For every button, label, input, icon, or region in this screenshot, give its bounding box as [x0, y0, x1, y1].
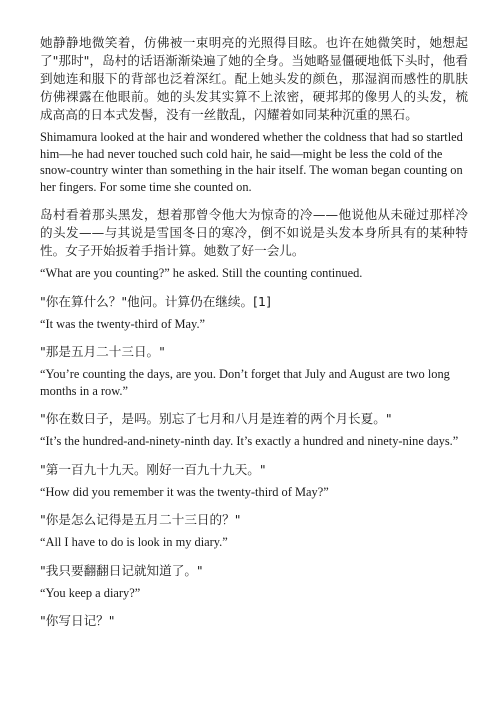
paragraph-en-6: “How did you remember it was the twenty-third of May?” — [40, 484, 329, 499]
paragraph-zh-7: "你是怎么记得是五月二十三日的？" — [40, 512, 241, 527]
paragraph-zh-1: 她静静地微笑着，仿佛被一束明亮的光照得目眩。也许在她微笑时，她想起了"那时"，岛村的话语渐渐染遍了她的全身。当她略显僵硬地低下头时，他看到她连和服下的背部也泛着深红。配上她头发的颜色，那湿润而感性的肌肤仿佛裸露在他眼前。她的头发其实算不上浓密，硬邦邦的像男人的头发，梳成高高的日本式发髻，没有一丝散乱，闪耀着如同某种沉重的黑石。 — [40, 35, 468, 122]
paragraph-zh-5: "你在数日子，是吗。别忘了七月和八月是连着的两个月长夏。" — [40, 411, 392, 426]
paragraph-en-1: Shimamura looked at the hair and wondered whether the coldness that had so startled him—he had never touched such cold hair, he said—might be less the cold of the snow-country winter than something in the hair itself. The woman began counting on her fingers. For some time she counted on. — [40, 130, 463, 194]
document-page — [40, 34, 468, 635]
paragraph-zh-2: 岛村看着那头黑发，想着那曾令他大为惊奇的冷——他说他从未碰过那样冷的头发——与其说是雪国冬日的寒冷，倒不如说是头发本身所具有的某种特性。女子开始扳着手指计算。她数了好一会儿。 — [40, 207, 468, 258]
paragraph-en-4: “You’re counting the days, are you. Don’t forget that July and August are two long months in a row.” — [40, 367, 450, 398]
paragraph-zh-8: "我只要翻翻日记就知道了。" — [40, 562, 203, 578]
paragraph-zh-6: "第一百九十九天。刚好一百九十九天。" — [40, 461, 266, 477]
paragraph-en-8: “You keep a diary?” — [40, 585, 141, 600]
paragraph-en-7: “All I have to do is look in my diary.” — [40, 535, 228, 549]
paragraph-zh-9: "你写日记？" — [40, 613, 115, 628]
paragraph-en-2: “What are you counting?” he asked. Still the counting continued. — [40, 266, 363, 280]
paragraph-en-3: “It was the twenty-third of May.” — [40, 316, 206, 331]
paragraph-zh-3: "你在算什么？"他问。计算仍在继续。[1] — [40, 293, 271, 309]
paragraph-en-5: “It’s the hundred-and-ninety-ninth day. It’s exactly a hundred and ninety-nine days.” — [40, 434, 459, 448]
paragraph-zh-4: "那是五月二十三日。" — [40, 344, 165, 359]
